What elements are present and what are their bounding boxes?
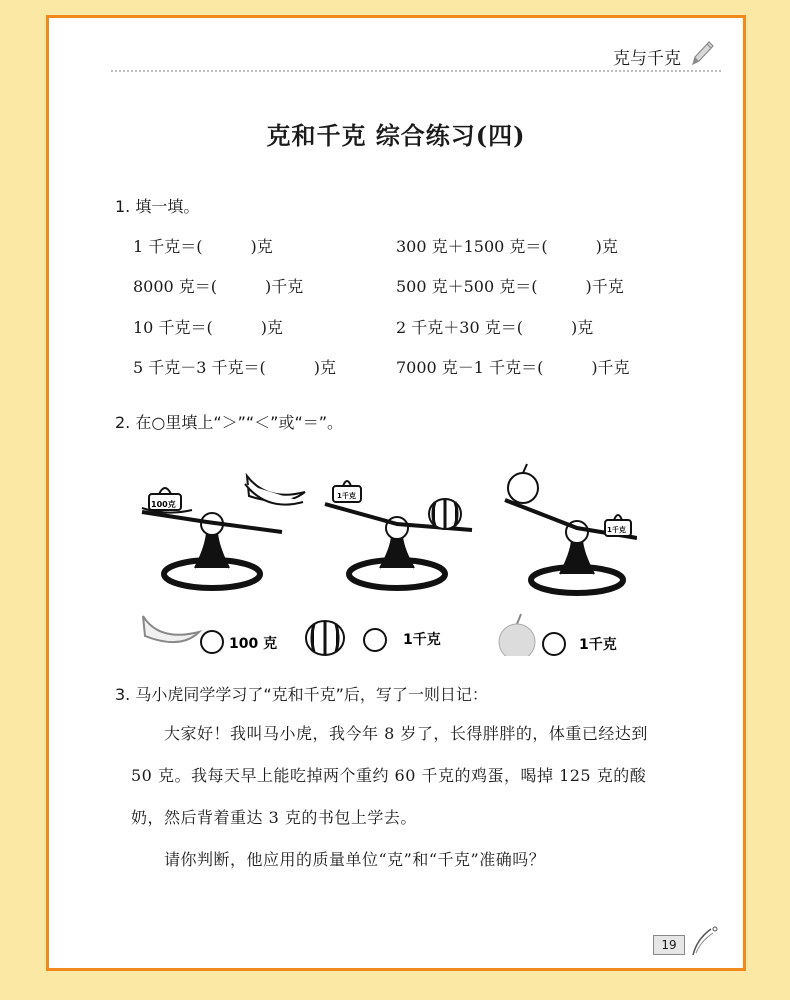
scale-label: 1千克 [337, 492, 356, 500]
compare-banana-icon [143, 616, 199, 642]
q1-item: 8000 克＝( )千克 [133, 277, 304, 296]
balance-scales-illustration [137, 456, 637, 656]
pencil-icon [687, 38, 715, 68]
compare-circle-1[interactable] [201, 631, 223, 653]
scale-3 [505, 500, 637, 593]
compare-circle-3[interactable] [543, 633, 565, 655]
question-1-heading: 1. 填一填。 [115, 197, 200, 216]
compare-value-1: 100 克 [229, 636, 278, 652]
diary-line: 请你判断，他应用的质量单位“克”和“千克”准确吗？ [131, 850, 546, 869]
header-title: 克与千克 [613, 49, 681, 69]
compare-value-2: 1千克 [403, 632, 441, 648]
compare-apple-icon [499, 614, 535, 656]
question-2-heading: 2. 在○里填上“＞”“＜”或“＝”。 [115, 413, 344, 432]
diary-line: 50 克。我每天早上能吃掉两个重约 60 千克的鸡蛋，喝掉 125 克的酸 [131, 766, 647, 785]
compare-circle-2[interactable] [364, 629, 386, 651]
page-header [111, 38, 721, 72]
q1-item: 2 千克＋30 克＝( )克 [396, 318, 594, 337]
q1-item: 5 千克－3 千克＝( )克 [133, 358, 337, 377]
diary-line: 大家好！我叫马小虎，我今年 8 岁了，长得胖胖的，体重已经达到 [131, 724, 648, 743]
diary-line: 奶，然后背着重达 3 克的书包上学去。 [131, 808, 417, 827]
watermelon-icon [429, 499, 461, 529]
scale-label: 100克 [151, 500, 176, 509]
apple-icon [508, 464, 538, 503]
compare-value-3: 1千克 [579, 637, 617, 653]
scale-label: 1千克 [607, 526, 626, 534]
page-title: 克和千克 综合练习(四) [266, 121, 526, 150]
q1-item: 10 千克＝( )克 [133, 318, 283, 337]
q1-item: 500 克＋500 克＝( )千克 [396, 277, 624, 296]
banana-icon [245, 476, 305, 505]
q1-item: 1 千克＝( )克 [133, 237, 273, 256]
page-number: 19 [653, 935, 685, 955]
question-3-heading: 3. 马小虎同学学习了“克和千克”后，写了一则日记： [115, 685, 488, 704]
workbook-page [46, 15, 746, 971]
compare-watermelon-icon [306, 621, 344, 655]
quill-icon [689, 923, 719, 957]
q1-item: 7000 克－1 千克＝( )千克 [396, 358, 630, 377]
q1-item: 300 克＋1500 克＝( )克 [396, 237, 618, 256]
